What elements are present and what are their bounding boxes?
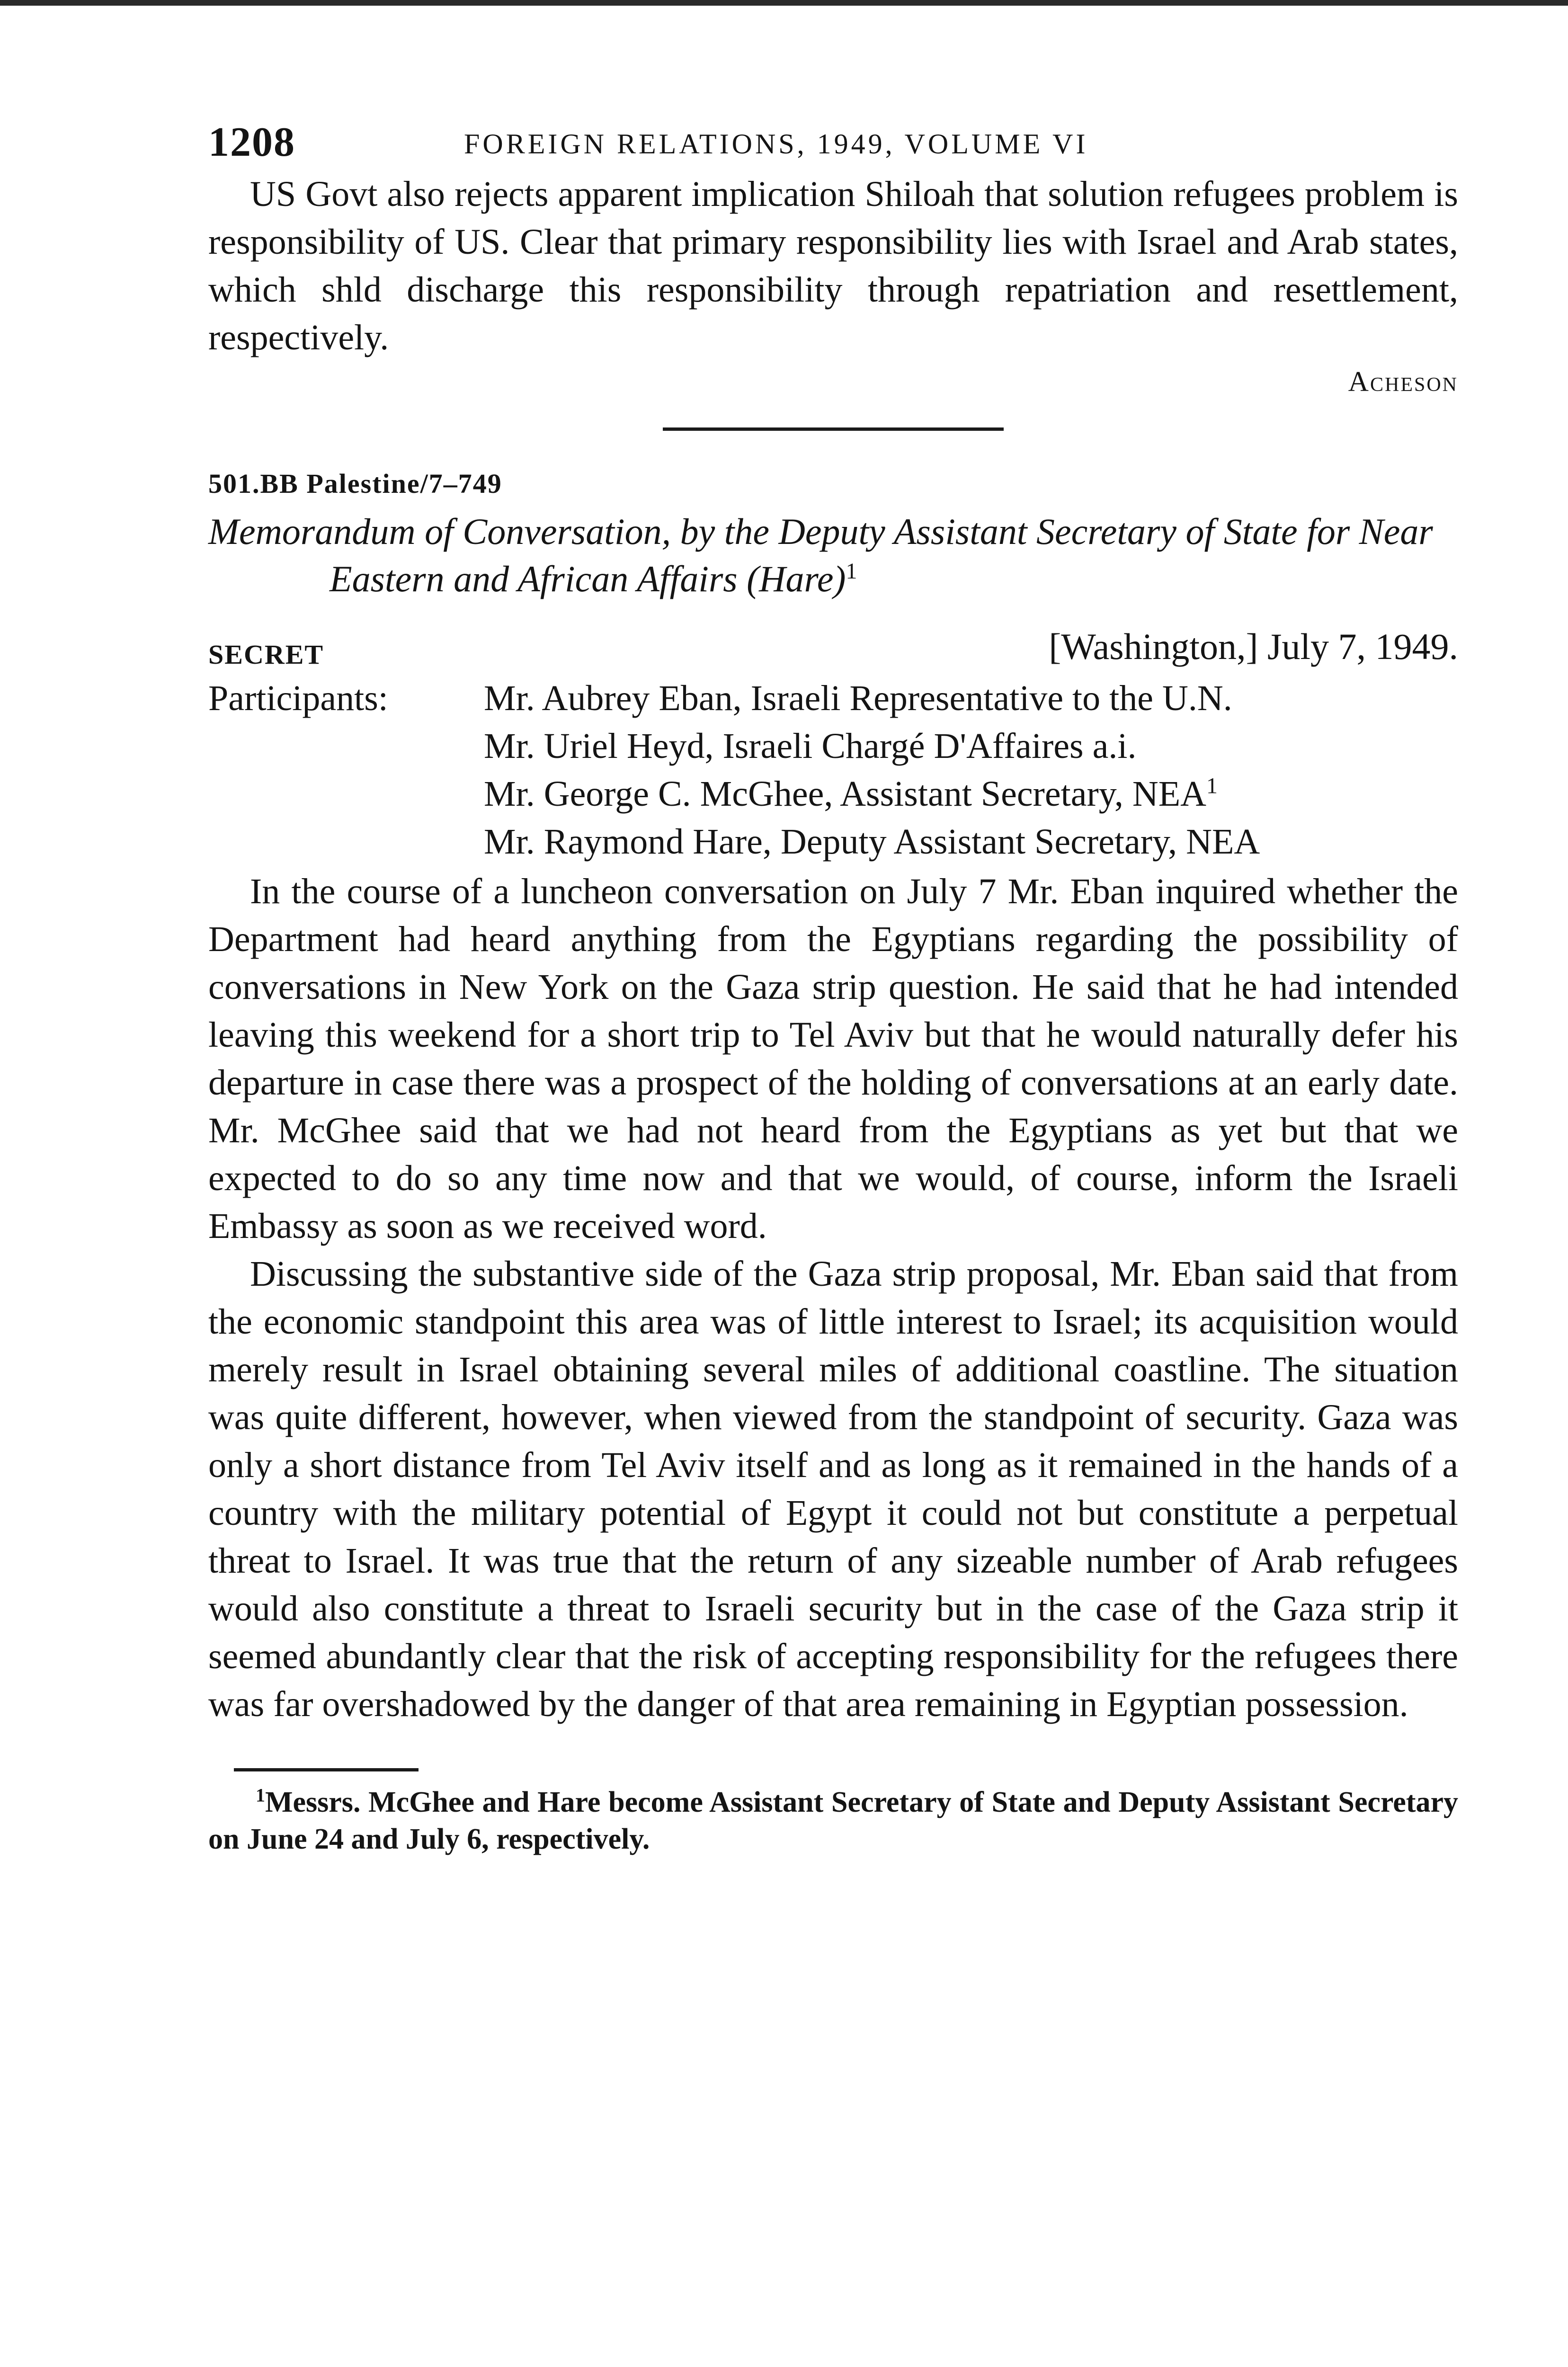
running-title: FOREIGN RELATIONS, 1949, VOLUME VI (464, 128, 1088, 160)
participants-block (208, 675, 1458, 866)
footnote (208, 1784, 1458, 1858)
participants-label: Participants: (208, 678, 388, 718)
document-heading (208, 508, 1458, 603)
page-top-edge (0, 0, 1568, 6)
participant: Mr. Aubrey Eban, Israeli Representative to the U.N. (484, 678, 1232, 718)
file-number: 501.BB Palestine/7–749 (208, 468, 502, 499)
classification: SECRET (208, 639, 324, 670)
running-head (208, 118, 1458, 170)
footnote-marker: 1 (256, 1784, 265, 1806)
participant: Mr. Raymond Hare, Deputy Assistant Secretary, NEA (484, 822, 1260, 862)
place-date: [Washington,] July 7, 1949. (1049, 626, 1458, 667)
participant: Mr. Uriel Heyd, Israeli Chargé D'Affaires a.i. (484, 726, 1137, 766)
previous-document-closing-paragraph: US Govt also rejects apparent implication Shiloah that solution refugees problem is responsibility of US. Clear that primary responsibility lies with Israel and Arab states, which shld discharge this responsibility through repatriation and resettlement, respectively. (208, 174, 1458, 357)
participant-footnote-marker: 1 (1206, 773, 1218, 799)
participants-list (484, 675, 1260, 866)
classification-line (208, 625, 1458, 675)
participant (484, 770, 1260, 818)
participant-text: Mr. George C. McGhee, Assistant Secretary, NEA (484, 774, 1207, 814)
document-heading-text: Memorandum of Conversation, by the Deputy Assistant Secretary of State for Near Eastern and African Affairs (Hare) (208, 511, 1433, 599)
book-page (208, 118, 1458, 1858)
document-separator (663, 427, 1004, 431)
footnote-text: Messrs. McGhee and Hare become Assistant Secretary of State and Deputy Assistant Secretary on June 24 and July 6, respectively. (208, 1786, 1458, 1855)
heading-footnote-marker: 1 (846, 559, 857, 584)
body-paragraph: Discussing the substantive side of the Gaza strip proposal, Mr. Eban said that from the economic standpoint this area was of little interest to Israel; its acquisition would merely result in Israel obtaining several miles of additional coastline. The situation was quite different, however, when viewed from the standpoint of security. Gaza was only a short distance from Tel Aviv itself and as long as it remained in the hands of a country with the military potential of Egypt it could not but constitute a perpetual threat to Israel. It was true that the return of any sizeable number of Arab refugees would also constitute a threat to Israeli security but in the case of the Gaza strip it seemed abundantly clear that the risk of accepting responsibility for the refugees there was far overshadowed by the danger of that area remaining in Egyptian possession. (208, 1254, 1458, 1724)
page-number: 1208 (208, 119, 295, 165)
body-paragraph: In the course of a luncheon conversation on July 7 Mr. Eban inquired whether the Department had heard anything from the Egyptians regarding the possibility of conversations in New York on the Gaza strip question. He said that he had intended leaving this weekend for a short trip to Tel Aviv but that he would naturally defer his departure in case there was a prospect of the holding of conversations at an early date. Mr. McGhee said that we had not heard from the Egyptians as yet but that we expected to do so any time now and that we would, of course, inform the Israeli Embassy as soon as we received word. (208, 872, 1458, 1246)
footnote-separator (234, 1768, 419, 1771)
signature: Acheson (1348, 366, 1458, 397)
